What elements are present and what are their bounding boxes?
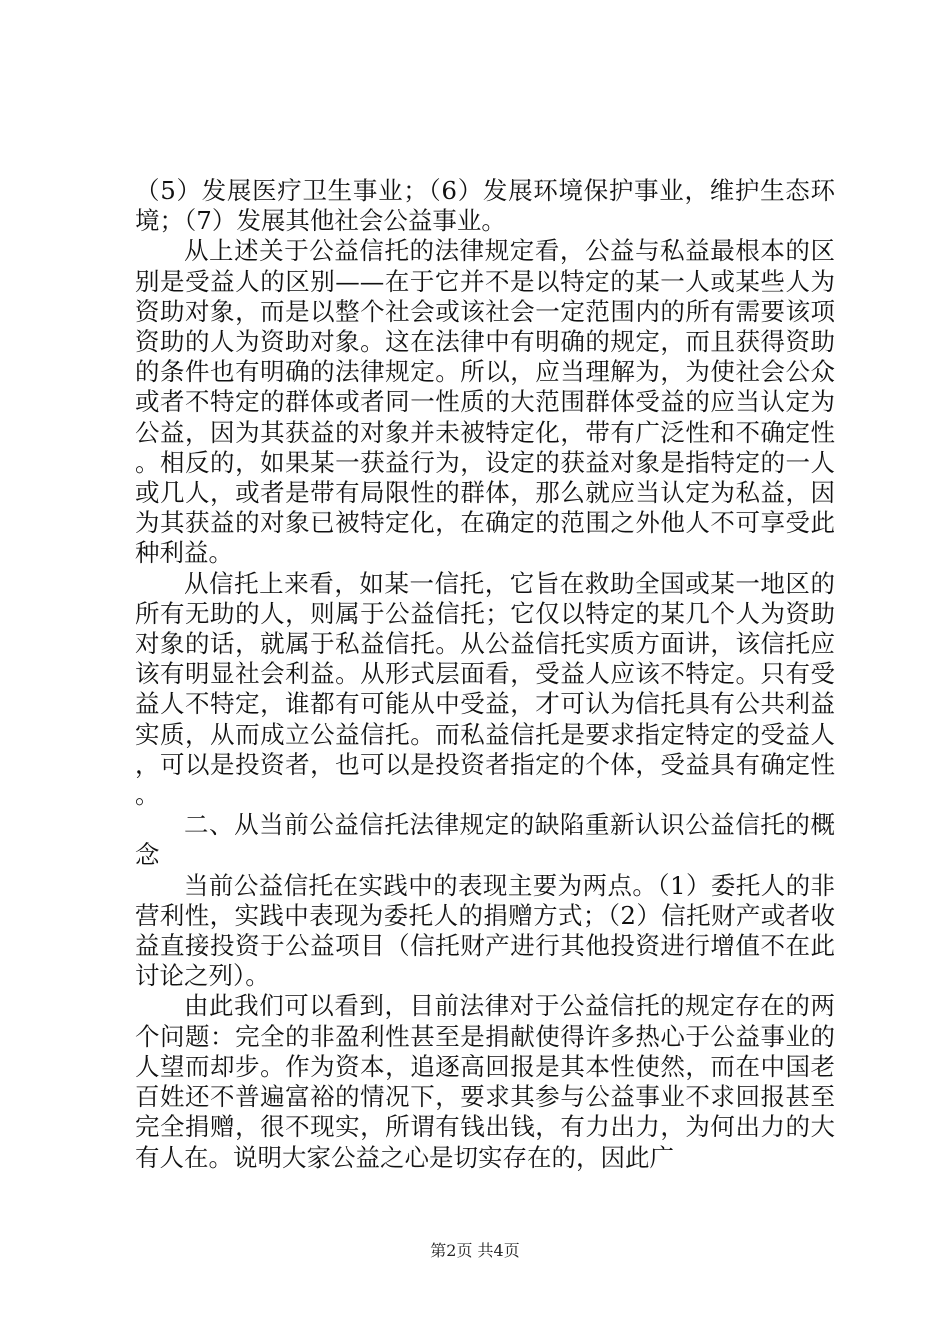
paragraph-list-continuation: （5）发展医疗卫生事业；（6）发展环境保护事业，维护生态环境；（7）发展其他社会公益事业。 xyxy=(135,176,835,236)
paragraph-current-practice: 当前公益信托在实践中的表现主要为两点。（1）委托人的非营利性，实践中表现为委托人的捐赠方式；（2）信托财产或者收益直接投资于公益项目（信托财产进行其他投资进行增值不在此讨论之列）。 xyxy=(135,870,835,991)
paragraph-legal-problems: 由此我们可以看到，目前法律对于公益信托的规定存在的两个问题：完全的非盈利性甚至是捐献使得许多热心于公益事业的人望而却步。作为资本，追逐高回报是其本性使然，而在中国老百姓还不普遍富裕的情况下，要求其参与公益事业不求回报甚至完全捐赠，很不现实，所谓有钱出钱，有力出力，为何出力的大有人在。说明大家公益之心是切实存在的，因此广 xyxy=(135,991,835,1172)
section-heading: 二、从当前公益信托法律规定的缺陷重新认识公益信托的概念 xyxy=(135,810,835,870)
paragraph-public-vs-private-benefit: 从上述关于公益信托的法律规定看，公益与私益最根本的区别是受益人的区别——在于它并不是以特定的某一人或某些人为资助对象，而是以整个社会或该社会一定范围内的所有需要该项资助的人为资助对象。这在法律中有明确的规定，而且获得资助的条件也有明确的法律规定。所以，应当理解为，为使社会公众或者不特定的群体或者同一性质的大范围群体受益的应当认定为公益，因为其获益的对象并未被特定化，带有广泛性和不确定性。相反的，如果某一获益行为，设定的获益对象是指特定的一人或几人，或者是带有局限性的群体，那么就应当认定为私益，因为其获益的对象已被特定化，在确定的范围之外他人不可享受此种利益。 xyxy=(135,236,835,568)
page-footer: 第2页 共4页 xyxy=(430,1241,520,1260)
body-text xyxy=(135,176,835,1173)
paragraph-trust-perspective: 从信托上来看，如某一信托，它旨在救助全国或某一地区的所有无助的人，则属于公益信托；它仅以特定的某几个人为资助对象的话，就属于私益信托。从公益信托实质方面讲，该信托应该有明显社会利益。从形式层面看，受益人应该不特定。只有受益人不特定，谁都有可能从中受益，才可认为信托具有公共利益实质，从而成立公益信托。而私益信托是要求指定特定的受益人，可以是投资者，也可以是投资者指定的个体，受益具有确定性。 xyxy=(135,568,835,810)
